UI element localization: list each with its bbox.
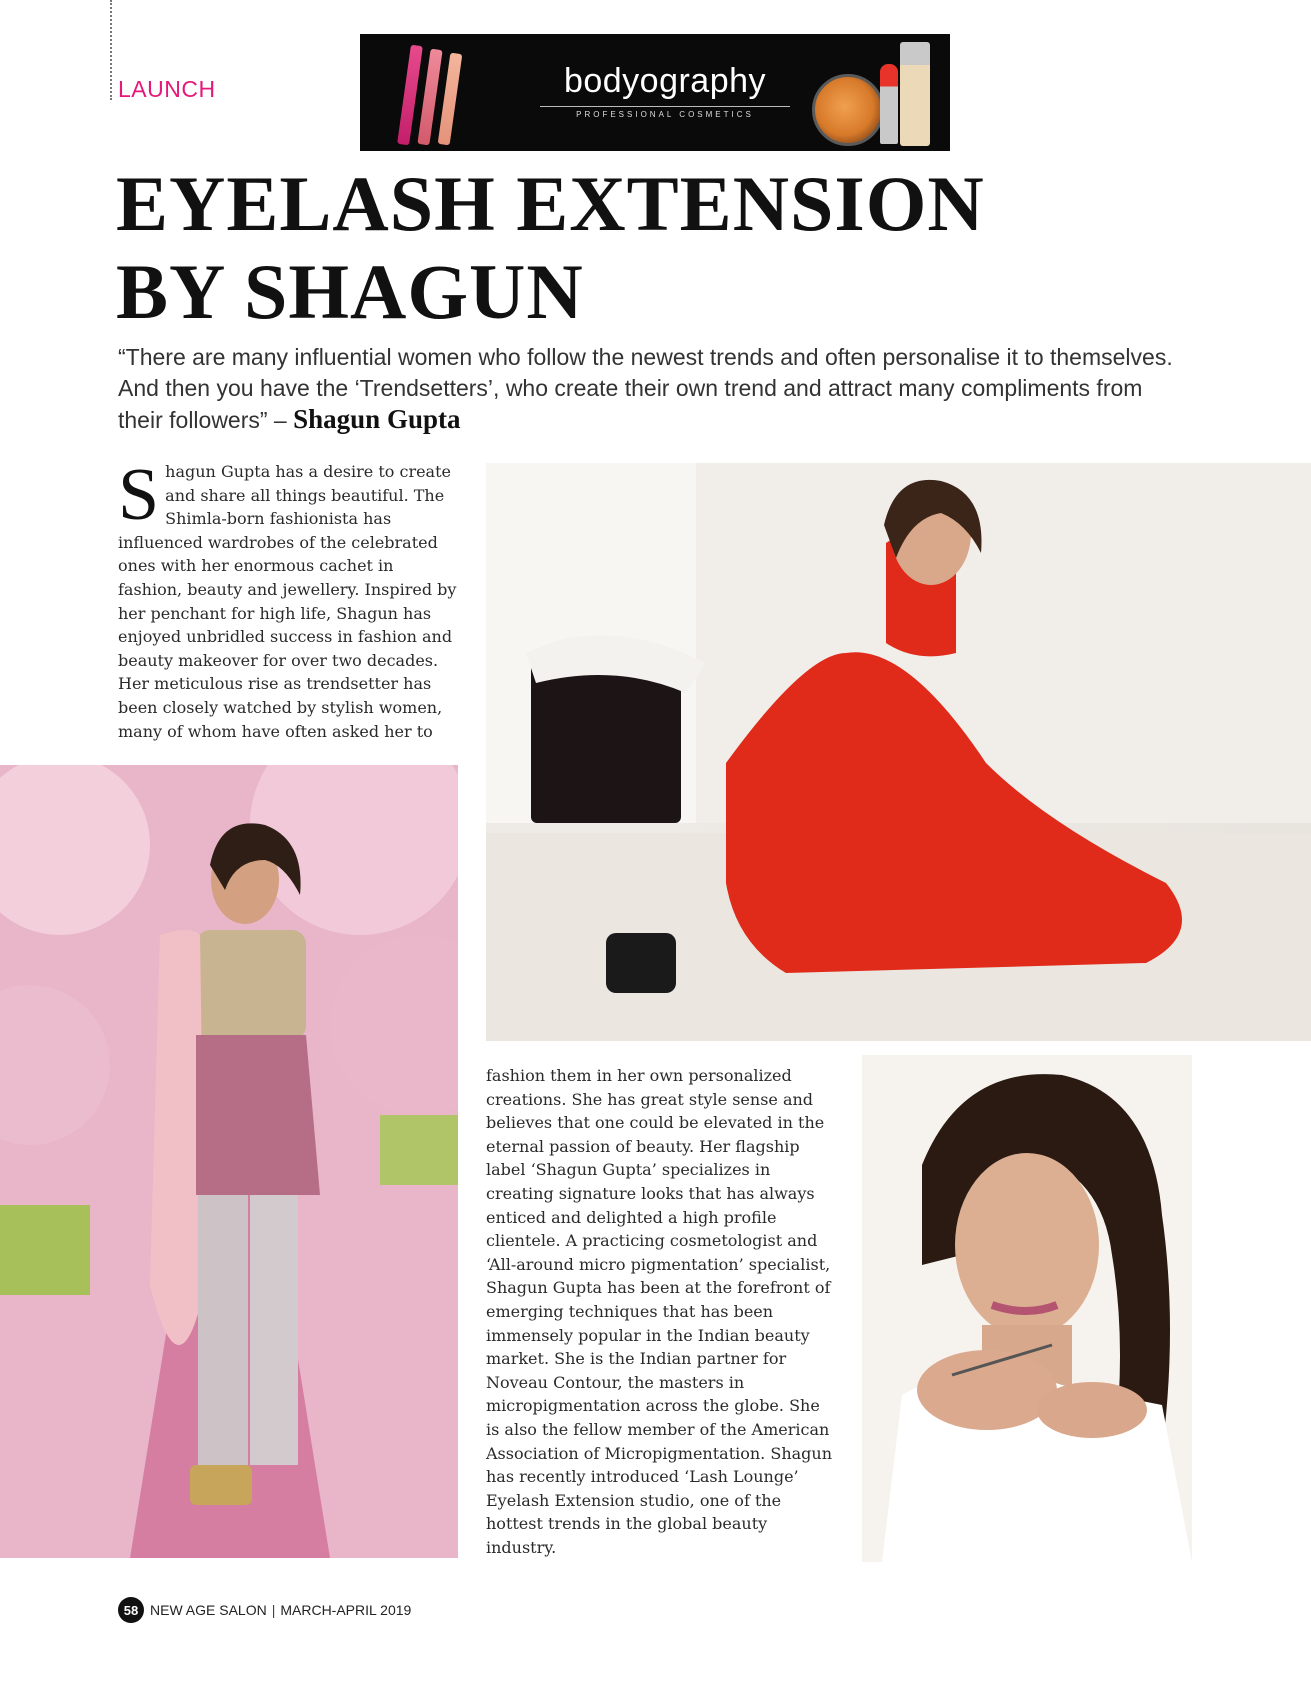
- article-column-1-text: hagun Gupta has a desire to create and share all things beautiful. The Shimla-born fashionista has influenced wardrobes of the celebrated ones with her enormous cachet in fashion, beauty and jewellery. Inspired by her penchant for high life, Shagun has enjoyed unbridled success in fashion and beauty makeover for over two decades. Her meticulous rise as trendsetter has been closely watched by stylish women, many of whom have often asked her to: [118, 462, 457, 741]
- woman-pink-drape-photo: [0, 765, 458, 1558]
- lipgloss-tube-image: [438, 53, 463, 146]
- footer-separator: |: [271, 1602, 276, 1618]
- red-dress-illustration: [486, 463, 1311, 1041]
- ad-brand: bodyography: [563, 62, 767, 100]
- ad-tagline: PROFESSIONAL COSMETICS: [576, 110, 754, 119]
- quote-text: “There are many influential women who follow the newest trends and often personalise it to themselves. And then you have the ‘Trendsetters’, who create their own trend and attract many compliments from their followers” –: [118, 344, 1173, 433]
- dotted-guide-line: [110, 0, 112, 100]
- pink-drape-illustration: [0, 765, 458, 1558]
- section-label: LAUNCH: [118, 76, 216, 102]
- pull-quote: [118, 342, 1178, 436]
- article-column-2: [486, 1064, 836, 1559]
- lash-application-photo: [862, 1055, 1192, 1562]
- woman-red-dress-photo: [486, 463, 1311, 1041]
- lash-application-illustration: [862, 1055, 1192, 1562]
- article-title: [116, 160, 985, 336]
- title-line-1: EYELASH EXTENSION: [116, 160, 985, 247]
- page-number: 58: [118, 1597, 144, 1623]
- lipstick-image: [880, 64, 898, 144]
- ad-brand-rule: [540, 106, 790, 107]
- foundation-bottle-image: [900, 42, 930, 146]
- article-column-2-text: fashion them in her own personalized creations. She has great style sense and believes that one could be elevated in the eternal passion of beauty. Her flagship label ‘Shagun Gupta’ specializes in creating signature looks that has always enticed and delighted a high profile clientele. A practicing cosmetologist and ‘All-around micro pigmentation’ specialist, Shagun Gupta has been at the forefront of emerging techniques that has been immensely popular in the Indian beauty market. She is the Indian partner for Noveau Contour, the masters in micropigmentation across the globe. She is also the fellow member of the American Association of Micropigmentation. Shagun has recently introduced ‘Lash Lounge’ Eyelash Extension studio, one of the hottest trends in the global beauty industry.: [486, 1066, 833, 1557]
- drop-cap: S: [118, 454, 160, 536]
- page-footer: [118, 1597, 411, 1623]
- powder-compact-image: [812, 74, 884, 146]
- publication-name: NEW AGE SALON: [150, 1602, 267, 1618]
- issue-date: MARCH-APRIL 2019: [280, 1602, 412, 1618]
- article-column-1: [118, 454, 458, 743]
- title-line-2: BY SHAGUN: [116, 248, 584, 335]
- quote-author: Shagun Gupta: [293, 404, 461, 434]
- ad-banner[interactable]: [360, 34, 950, 151]
